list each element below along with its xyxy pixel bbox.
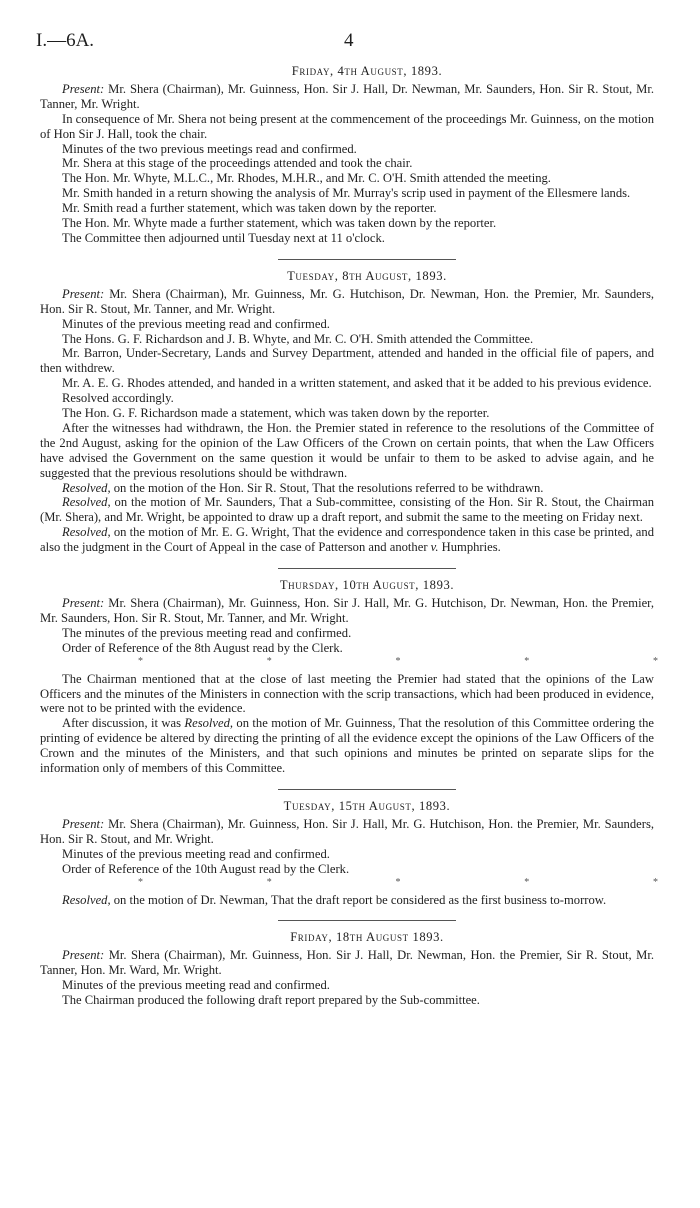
omission-asterisks xyxy=(138,656,658,668)
asterisk: * xyxy=(395,655,401,667)
minute-paragraph: The Hon. Mr. Whyte, M.L.C., Mr. Rhodes, M.H.R., and Mr. C. O'H. Smith attended the meeting. xyxy=(62,171,551,186)
minute-paragraph: The Hons. G. F. Richardson and J. B. Whyte, and Mr. C. O'H. Smith attended the Committee. xyxy=(62,331,534,346)
resolution-paragraph xyxy=(40,525,654,555)
minute-paragraph: Minutes of the two previous meetings read and confirmed. xyxy=(62,141,357,156)
resolution-paragraph xyxy=(40,495,654,525)
meeting-date-heading: Tuesday, 8th August, 1893. xyxy=(287,268,447,283)
resolution-text: on the motion of Mr. E. G. Wright, That the evidence and correspondence taken in this case be printed, and also the judgment in the Court of Appeal in the case of Patterson and another xyxy=(40,525,654,555)
asterisk: * xyxy=(395,876,401,888)
resolved-label: Resolved, xyxy=(184,716,234,731)
asterisk: * xyxy=(266,655,272,667)
minutes-body xyxy=(40,64,658,1008)
resolution-text: on the motion of the Hon. Sir R. Stout, That the resolutions referred to be withdrawn. xyxy=(110,480,544,495)
resolution-paragraph xyxy=(40,481,654,496)
versus-abbreviation: v. xyxy=(430,540,439,555)
resolution-text: on the motion of Mr. Guinness, That the resolution of this Committee ordering the printing of evidence be altered by directing the printing of all the evidence except the opinions of the Law Officers of the Crown and the minutes of the Ministers, and that such opinions and minutes be printed on separate slips for the information only of members of this Committee. xyxy=(40,716,654,776)
meeting-date-heading: Thursday, 10th August, 1893. xyxy=(279,578,455,593)
resolution-paragraph xyxy=(40,893,654,908)
meeting-date-heading: Tuesday, 15th August, 1893. xyxy=(283,798,451,813)
present-list: Mr. Shera (Chairman), Mr. Guinness, Hon. Sir J. Hall, Dr. Newman, Hon. the Premier, Sir R. Stout, Mr. Tanner, Hon. Mr. Ward, Mr. Wright. xyxy=(40,948,654,978)
minute-paragraph: The Hon. G. F. Richardson made a statement, which was taken down by the reporter. xyxy=(62,406,490,421)
meeting-date-heading: Friday, 18th August 1893. xyxy=(290,930,444,945)
asterisk: * xyxy=(524,876,530,888)
present-label: Present: xyxy=(62,816,105,831)
present-paragraph xyxy=(40,82,654,112)
minute-paragraph: Mr. A. E. G. Rhodes attended, and handed in a written statement, and asked that it be added to his previous evidence. xyxy=(62,376,652,391)
present-label: Present: xyxy=(62,596,105,610)
section-divider xyxy=(278,920,456,921)
section-divider xyxy=(278,568,456,569)
present-paragraph xyxy=(40,948,654,978)
minute-paragraph: Minutes of the previous meeting read and confirmed. xyxy=(62,978,330,993)
present-label: Present: xyxy=(62,286,105,301)
minute-paragraph: The Hon. Mr. Whyte made a further statement, which was taken down by the reporter. xyxy=(62,216,497,231)
present-list: Mr. Shera (Chairman), Mr. Guinness, Hon. Sir J. Hall, Mr. G. Hutchison, Hon. the Premier, Mr. Saunders, Hon. Sir R. Stout, and Mr. Wright. xyxy=(40,816,654,846)
page-number: 4 xyxy=(344,30,354,51)
document-reference: I.—6A. xyxy=(36,30,95,51)
resolution-text-end: Humphries. xyxy=(438,540,501,555)
resolution-lead: After discussion, it was xyxy=(62,716,185,731)
minute-paragraph: The Chairman mentioned that at the close of last meeting the Premier had stated that the opinions of the Law Officers and the minutes of the Ministers in connection with the scrip transactions, which had been produced in evidence, were not to be printed with the evidence. xyxy=(40,671,654,716)
asterisk: * xyxy=(524,655,530,667)
present-label: Present: xyxy=(62,948,105,963)
minute-paragraph: After the witnesses had withdrawn, the Hon. the Premier stated in reference to the resolutions of the Committee of the 2nd August, asking for the opinion of the Law Officers of the Crown on certain points, that when the Law Officers have advised the Government on the same question it would be unfair to them to be asked to advise again, and he suggested that the previous resolutions should be withdrawn. xyxy=(40,420,654,480)
present-list: Mr. Shera (Chairman), Mr. Guinness, Mr. G. Hutchison, Dr. Newman, Hon. the Premier, Mr. Saunders, Hon. Sir R. Stout, Mr. Tanner, and Mr. Wright. xyxy=(40,286,654,316)
asterisk: * xyxy=(653,876,658,888)
present-list: Mr. Shera (Chairman), Mr. Guinness, Hon. Sir J. Hall, Mr. G. Hutchison, Dr. Newman, Hon. the Premier, Mr. Saunders, Hon. Sir R. Stout, Mr. Tanner, and Mr. Wright. xyxy=(40,596,654,625)
minute-paragraph: Minutes of the previous meeting read and confirmed. xyxy=(62,846,330,861)
omission-asterisks xyxy=(138,877,658,889)
minute-paragraph: Mr. Shera at this stage of the proceedings attended and took the chair. xyxy=(62,156,413,171)
resolved-label: Resolved, xyxy=(62,525,111,540)
minute-paragraph: The Committee then adjourned until Tuesday next at 11 o'clock. xyxy=(62,230,385,245)
minute-paragraph: Order of Reference of the 10th August read by the Clerk. xyxy=(62,861,350,876)
minute-paragraph: In consequence of Mr. Shera not being present at the commencement of the proceedings Mr. Guinness, on the motion of Hon Sir J. Hall, took the chair. xyxy=(40,111,654,141)
minute-paragraph: Order of Reference of the 8th August read by the Clerk. xyxy=(62,640,343,655)
present-list: Mr. Shera (Chairman), Mr. Guinness, Hon. Sir J. Hall, Dr. Newman, Mr. Saunders, Hon. Sir R. Stout, Mr. Tanner, Mr. Wright. xyxy=(40,81,654,111)
section-divider xyxy=(278,789,456,790)
asterisk: * xyxy=(138,655,143,667)
meeting-date-heading: Friday, 4th August, 1893. xyxy=(291,64,443,78)
minute-paragraph: Mr. Smith handed in a return showing the analysis of Mr. Murray's scrip used in payment of the Ellesmere lands. xyxy=(62,186,631,201)
minute-paragraph: Mr. Barron, Under-Secretary, Lands and Survey Department, attended and handed in the official file of papers, and then withdrew. xyxy=(40,346,654,376)
resolved-label: Resolved, xyxy=(62,495,111,510)
minute-paragraph: Mr. Smith read a further statement, which was taken down by the reporter. xyxy=(62,201,437,216)
asterisk: * xyxy=(653,655,658,667)
present-label: Present: xyxy=(62,81,105,96)
minute-paragraph: The Chairman produced the following draft report prepared by the Sub-committee. xyxy=(62,993,480,1008)
resolution-paragraph xyxy=(40,716,654,776)
minute-paragraph: Resolved accordingly. xyxy=(62,391,174,406)
resolution-text: on the motion of Mr. Saunders, That a Sub-committee, consisting of the Hon. Sir R. Stout, the Chairman (Mr. Shera), and Mr. Wright, be appointed to draw up a draft report, and submit the same to the meeting on Friday next. xyxy=(40,495,654,525)
resolved-label: Resolved, xyxy=(62,480,111,495)
resolved-label: Resolved, xyxy=(62,892,111,907)
minute-paragraph: The minutes of the previous meeting read and confirmed. xyxy=(62,625,352,640)
asterisk: * xyxy=(138,876,143,888)
minute-paragraph: Minutes of the previous meeting read and confirmed. xyxy=(62,316,330,331)
present-paragraph xyxy=(40,287,654,317)
asterisk: * xyxy=(266,876,272,888)
resolution-text: on the motion of Dr. Newman, That the draft report be considered as the first business to-morrow. xyxy=(110,892,607,907)
section-divider xyxy=(278,259,456,260)
present-paragraph xyxy=(40,817,654,847)
present-paragraph xyxy=(40,596,654,626)
